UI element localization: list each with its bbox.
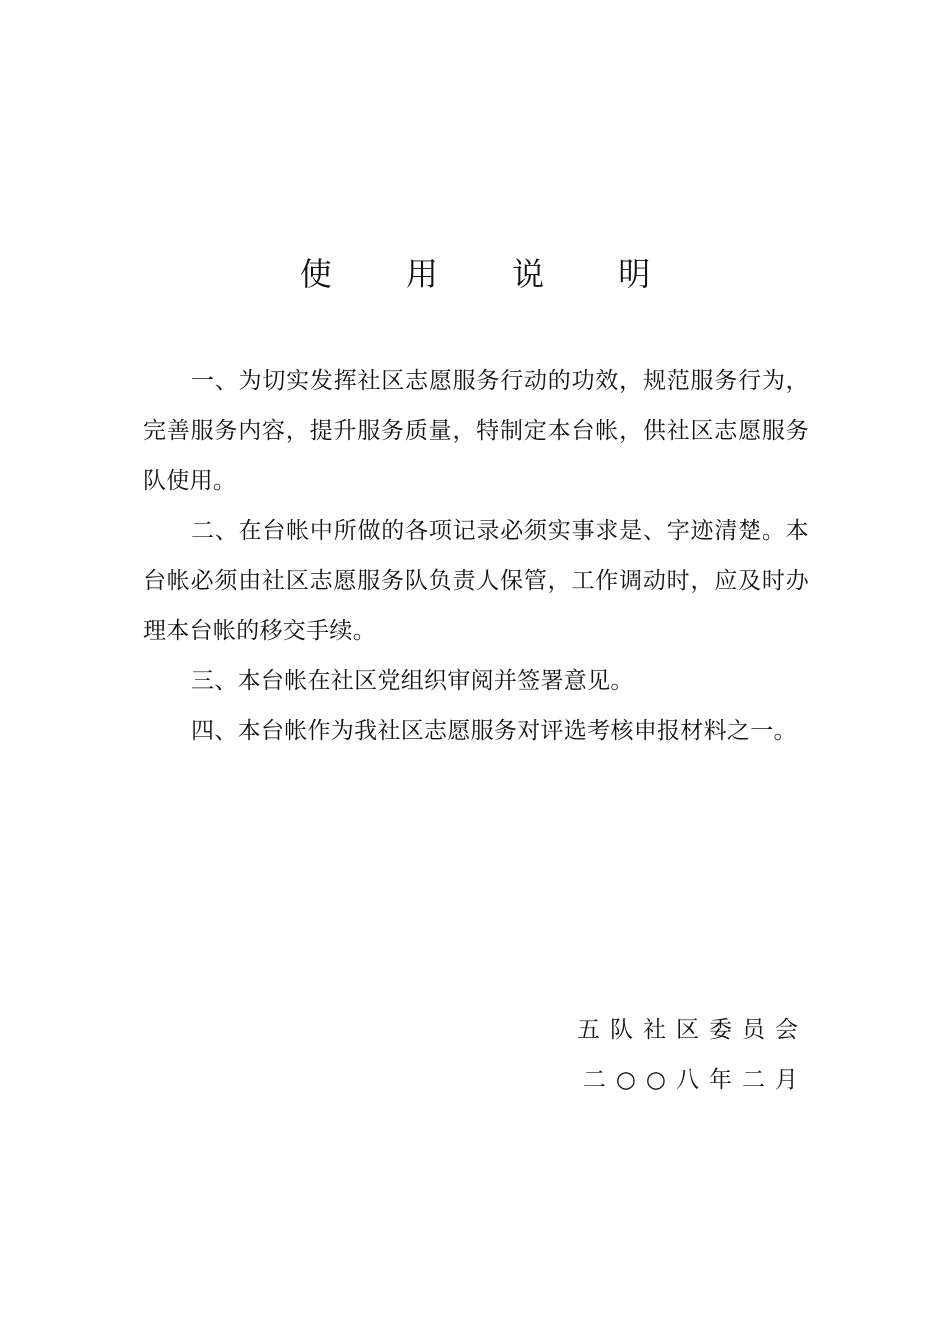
paragraph-2: 二、在台帐中所做的各项记录必须实事求是、字迹清楚。本台帐必须由社区志愿服务队负责人保管，工作调动时，应及时办理本台帐的移交手续。 [143, 518, 809, 644]
paragraph-3: 三、本台帐在社区党组织审阅并签署意见。 [191, 668, 634, 694]
page-title: 使 用 说 明 [299, 255, 683, 293]
signature-date: 二○○八年二月 [582, 1067, 808, 1093]
signature-organization: 五队社区委员会 [577, 1017, 808, 1043]
paragraph-1: 一、为切实发挥社区志愿服务行动的功效，规范服务行为，完善服务内容，提升服务质量，特制定本台帐，供社区志愿服务队使用。 [143, 368, 809, 494]
signature-block [577, 1005, 808, 1105]
paragraph-4: 四、本台帐作为我社区志愿服务对评选考核申报材料之一。 [191, 718, 797, 744]
instructions-body [143, 356, 809, 756]
